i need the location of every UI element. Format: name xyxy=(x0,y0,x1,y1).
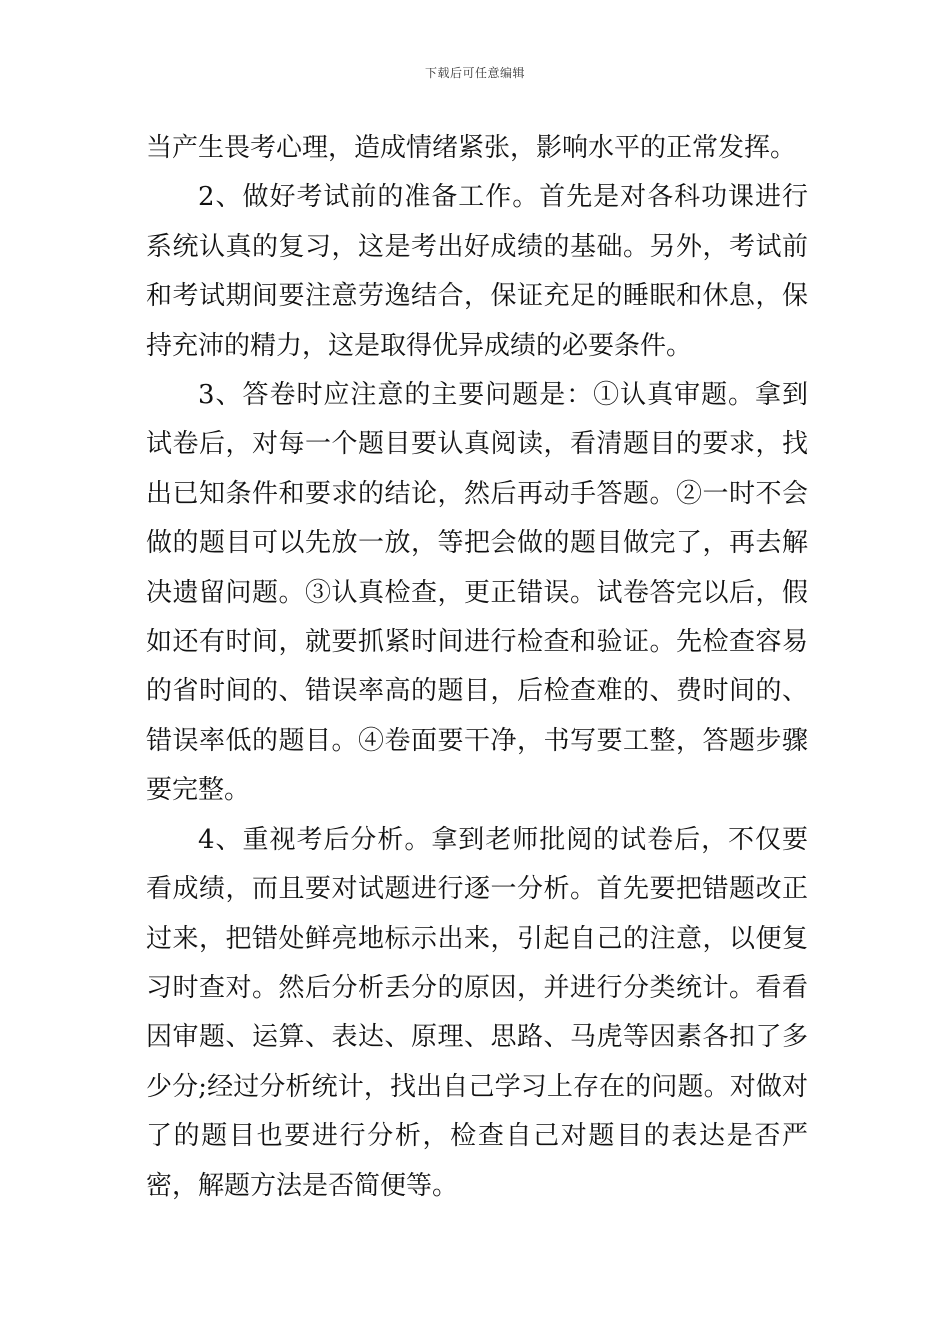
document-body xyxy=(146,124,808,1211)
paragraph-answering-tips: 3、答卷时应注意的主要问题是：①认真审题。拿到试卷后，对每一个题目要认真阅读，看清题目的要求，找出已知条件和要求的结论，然后再动手答题。②一时不会做的题目可以先放一放，等把会做的题目做完了，再去解决遗留问题。③认真检查，更正错误。试卷答完以后，假如还有时间，就要抓紧时间进行检查和验证。先检查容易的省时间的、错误率高的题目，后检查难的、费时间的、错误率低的题目。④卷面要干净，书写要工整，答题步骤要完整。 xyxy=(146,380,808,806)
paragraph-post-exam-analysis: 4、重视考后分析。拿到老师批阅的试卷后，不仅要看成绩，而且要对试题进行逐一分析。首先要把错题改正过来，把错处鲜亮地标示出来，引起自己的注意，以便复习时查对。然后分析丢分的原因，并进行分类统计。看看因审题、运算、表达、原理、思路、马虎等因素各扣了多少分;经过分析统计，找出自己学习上存在的问题。对做对了的题目也要进行分析，检查自己对题目的表达是否严密，解题方法是否简便等。 xyxy=(146,824,808,1201)
page-header: 下载后可任意编辑 xyxy=(424,66,525,80)
paragraph-exam-preparation: 2、做好考试前的准备工作。首先是对各科功课进行系统认真的复习，这是考出好成绩的基础。另外，考试前和考试期间要注意劳逸结合，保证充足的睡眠和休息，保持充沛的精力，这是取得优异成绩的必要条件。 xyxy=(146,182,808,361)
paragraph-continuation: 当产生畏考心理，造成情绪紧张，影响水平的正常发挥。 xyxy=(146,133,797,163)
